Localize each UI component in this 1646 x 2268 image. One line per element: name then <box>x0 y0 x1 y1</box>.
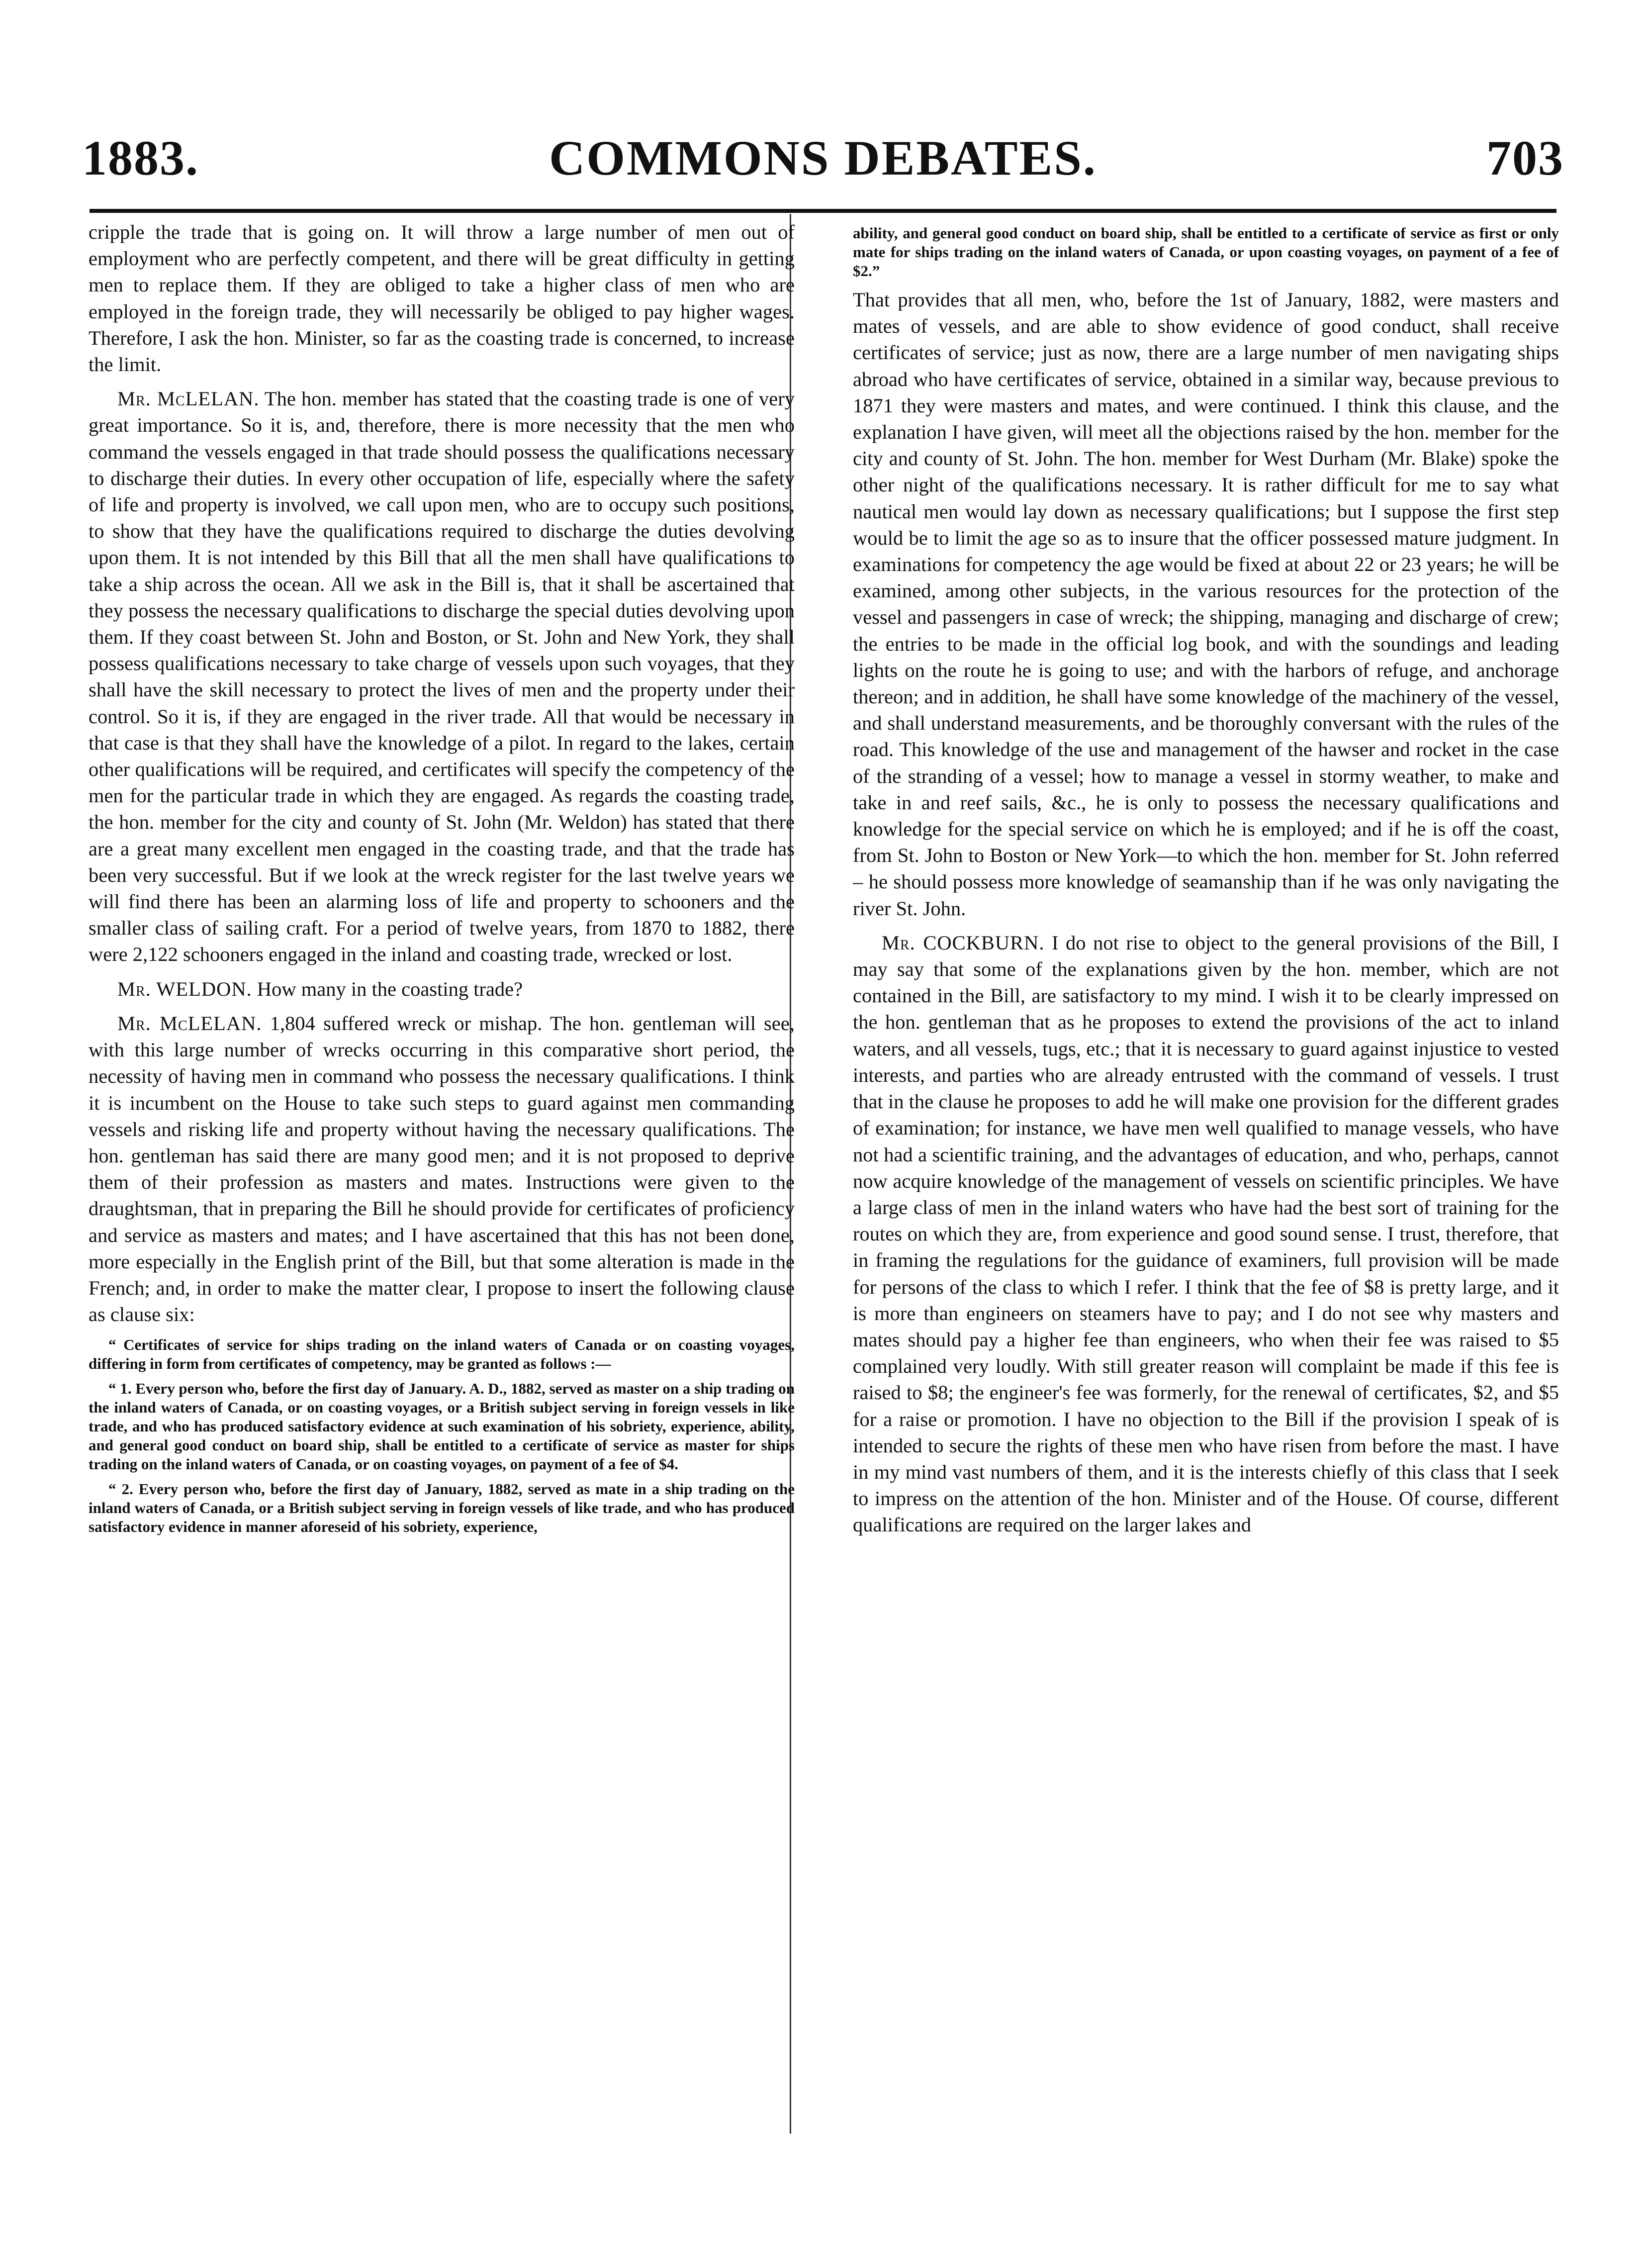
speaker-name: Mr. McLELAN. <box>117 1012 262 1035</box>
speaker-name: Mr. McLELAN. <box>117 387 260 410</box>
page-header <box>82 119 1564 204</box>
paragraph <box>89 385 795 967</box>
paragraph <box>89 219 795 378</box>
speaker-name: Mr. WELDON. <box>117 977 252 1000</box>
right-column <box>853 219 1559 2183</box>
paragraph <box>89 976 795 1002</box>
header-rule <box>90 209 1556 213</box>
paragraph-text: That provides that all men, who, before the 1st of January, 1882, were masters and mates of vessels, and are able to show evidence of good conduct, shall receive certificates of service; just as now, there are a large number of men navigating ships abroad who have certificates of service, obtained in a similar way, because previous to 1871 they were masters and mates, and were continued. I think this clause, and the explanation I have given, will meet all the objections raised by the hon. member for the city and county of St. John. The hon. member for West Durham (Mr. Blake) spoke the other night of the qualifications necessary. It is rather difficult for me to say what nautical men would lay down as necessary qualifications; but I suppose the first step would be to limit the age so as to insure that the officer possessed mature judgment. In examinations for competency the age would be fixed at about 22 or 23 years; he will be examined, among other subjects, in the various resources for the protection of the vessel and passengers in case of wreck; the shipping, managing and discharge of crew; the entries to be made in the official log book, and with the soundings and leading lights on the route he is going to use; and with the harbors of refuge, and anchorage thereon; and in addition, he shall have some knowledge of the machinery of the vessel, and shall understand measurements, and be thoroughly conversant with the rules of the road. This knowledge of the use and management of the hawser and rocket in the case of the stranding of a vessel; how to manage a vessel in stormy weather, to make and take in and reef sails, &c., he is only to possess the necessary qualifications and knowledge for the special service on which he is employed; and if he is off the coast, from St. John to Boston or New York—to which the hon. member for St. John referred – he should possess more knowledge of seamanship than if he was only navigating the river St. John. <box>853 288 1559 920</box>
paragraph-text: cripple the trade that is going on. It will throw a large number of men out of employment who are perfectly competent, and there will be great difficulty in getting men to replace them. If they are obliged to take a higher class of men who are employed in the foreign trade, they will necessarily be obliged to pay higher wages. Therefore, I ask the hon. Minister, so far as the coasting trade is concerned, to increase the limit. <box>89 221 795 376</box>
paragraph-text: 1,804 suffered wreck or mishap. The hon. gentleman will see, with this large number of wrecks occurring in this comparative short period, the necessity of having men in command who possess the necessary qualifications. I think it is incumbent on the House to take such steps to guard against men commanding vessels and risking life and property without having the necessary qualifications. The hon. gentleman has said there are many good men; and it is not proposed to deprive them of their profession as masters and mates. Instructions were given to the draughtsman, that in preparing the Bill he should provide for certificates of proficiency and service as masters and mates; and I have ascertained that this has not been done, more especially in the English print of the Bill, but that some alteration is made in the French; and, in order to make the matter clear, I propose to insert the following clause as clause six: <box>89 1012 795 1326</box>
header-year: 1883. <box>82 130 199 186</box>
speaker-name: Mr. COCKBURN. <box>882 931 1045 954</box>
header-page-number: 703 <box>1486 130 1564 186</box>
paragraph-text: How many in the coasting trade? <box>257 977 523 1000</box>
header-title: COMMONS DEBATES. <box>549 130 1097 186</box>
quoted-clause: “ Certificates of service for ships trading on the inland waters of Canada or on coasting voyages, differing in form from certificates of competency, may be granted as follows :— <box>89 1336 795 1373</box>
paragraph <box>853 286 1559 922</box>
quoted-clause: “ 1. Every person who, before the first day of January. A. D., 1882, served as master on a ship trading on the inland waters of Canada, or on coasting voyages, or a British subject serving in foreign vessels in like trade, and who has produced satisfactory evidence at such examination of his sobriety, experience, ability, and general good conduct on board ship, shall be entitled to a certificate of service as master for ships trading on the inland waters of Canada, or on coasting voyages, on payment of a fee of $4. <box>89 1380 795 1473</box>
quoted-clause: “ 2. Every person who, before the first day of January, 1882, served as mate in a ship trading on the inland waters of Canada, or a British subject serving in foreign vessels of like trade, and who has produced satisfactory evidence in manner aforeseid of his sobriety, experience, <box>89 1480 795 1536</box>
paragraph-text: The hon. member has stated that the coasting trade is one of very great importance. So it is, and, therefore, there is more necessity that the men who command the vessels engaged in that trade should possess the qualifications necessary to discharge their duties. In every other occupation of life, especially where the safety of life and property is involved, we call upon men, who are to occupy such positions, to show that they have the qualifications required to discharge the duties devolving upon them. It is not intended by this Bill that all the men shall have qualifications to take a ship across the ocean. All we ask in the Bill is, that it shall be ascertained that they possess the necessary qualifications to discharge the special duties devolving upon them. If they coast between St. John and Boston, or St. John and New York, they shall possess qualifications necessary to take charge of vessels upon such voyages, that they shall have the skill necessary to protect the lives of men and the property under their control. So it is, if they are engaged in the river trade. All that would be necessary in that case is that they shall have the knowledge of a pilot. In regard to the lakes, certain other qualifications will be required, and certificates will specify the competency of the men for the particular trade in which they are engaged. As regards the coasting trade, the hon. member for the city and county of St. John (Mr. Weldon) has stated that there are a great many excellent men engaged in the coasting trade, and that the trade has been very successful. But if we look at the wreck register for the last twelve years we will find there has been an alarming loss of life and property to schooners and the smaller class of sailing craft. For a period of twelve years, from 1870 to 1882, there were 2,122 schooners engaged in the inland and coasting trade, wrecked or lost. <box>89 387 795 966</box>
left-column <box>89 219 795 2183</box>
paragraph <box>89 1010 795 1327</box>
paragraph-text: I do not rise to object to the general provisions of the Bill, I may say that some of the explanations given by the hon. member, which are not contained in the Bill, are satisfactory to my mind. I wish it to be clearly impressed on the hon. gentleman that as he proposes to extend the provisions of the act to inland waters, and all vessels, tugs, etc.; that it is necessary to guard against injustice to vested interests, and parties who are already entrusted with the command of vessels. I trust that in the clause he proposes to add he will make one provision for the different grades of examination; for instance, we have men well qualified to manage vessels, who have not had a scientific training, and the advantages of education, and who, perhaps, cannot now acquire knowledge of the management of vessels on scientific principles. We have a large class of men in the inland waters who have had the best sort of training for the routes on which they are, from experience and good sound sense. I trust, therefore, that in framing the regulations for the guidance of examiners, full provision will be made for persons of the class to which I refer. I think that the fee of $8 is pretty large, and it is more than engineers on steamers have to pay; and I do not see why masters and mates should pay a higher fee than engineers, who when their fee was raised to $5 complained very loudly. With still greater reason will complaint be made if this fee is raised to $8; the engineer's fee was formerly, for the renewal of certificates, $2, and $5 for a raise or promotion. I have no objection to the Bill if the provision I speak of is intended to secure the rights of these men who have risen from before the mast. I have in my mind vast numbers of them, and it is the interests chiefly of this class that I seek to impress on the attention of the hon. Minister and of the House. Of course, different qualifications are required on the larger lakes and <box>853 931 1559 1536</box>
quoted-clause: ability, and general good conduct on board ship, shall be entitled to a certificate of service as first or only mate for ships trading on the inland waters of Canada, or upon coasting voyages, on payment of a fee of $2.” <box>853 224 1559 280</box>
paragraph <box>853 930 1559 1538</box>
